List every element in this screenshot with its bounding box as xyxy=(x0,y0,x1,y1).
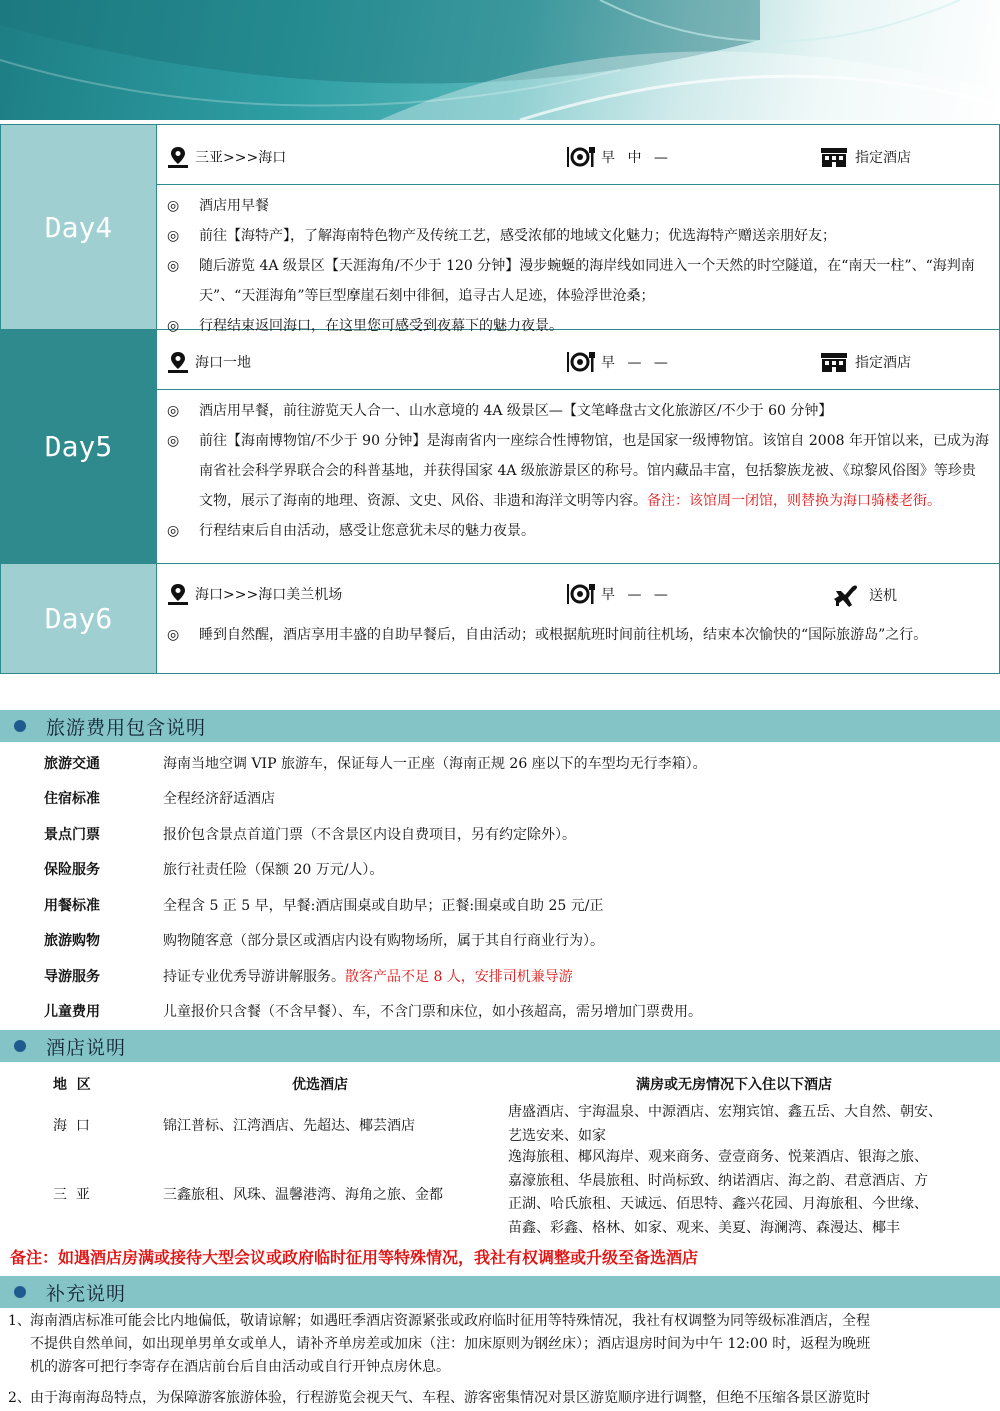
hotel-backup-line: 唐盛酒店、宇海温泉、中源酒店、宏翔宾馆、鑫五岳、大自然、朝安、 xyxy=(508,1104,942,1120)
text-segment: 行程结束后自由活动，感受让您意犹未尽的魅力夜景。 xyxy=(199,523,535,539)
location-pin-icon xyxy=(167,582,189,606)
bullet-marker: ◎ xyxy=(167,403,180,419)
hotel-icon xyxy=(819,350,849,374)
highlight-text: 【天涯海角/不少于 120 分钟】 xyxy=(324,258,520,274)
supplement-line: 机的游客可把行李寄存在酒店前台后自由活动或自行开钟点房休息。 xyxy=(30,1359,450,1375)
hotel-preferred: 三鑫旅租、风珠、温馨港湾、海角之旅、金都 xyxy=(163,1187,443,1203)
activity-text xyxy=(199,251,989,311)
bullet-marker: ◎ xyxy=(167,228,180,244)
bullet-marker: ◎ xyxy=(167,258,180,274)
day-header xyxy=(157,330,999,390)
day-row xyxy=(1,125,999,334)
meal-info xyxy=(565,582,672,606)
item-number: 2、 xyxy=(8,1390,31,1406)
decorative-swoosh xyxy=(0,0,1000,120)
day-activities xyxy=(167,191,989,341)
fee-row xyxy=(0,781,1000,816)
fee-value xyxy=(163,859,383,879)
fee-value xyxy=(163,966,573,986)
fee-row xyxy=(0,887,1000,922)
supplement-line: 不提供自然单间，如出现单男单女或单人，请补齐单房差或加床（注：加床原则为钢丝床）；酒店退房时间为中午 12:00 时，返程为晚班 xyxy=(30,1336,871,1352)
text-segment: 前往 xyxy=(199,228,227,244)
activity-text xyxy=(199,426,989,516)
fee-row xyxy=(0,745,1000,780)
fee-value xyxy=(163,788,275,808)
day-label: Day6 xyxy=(1,564,156,673)
activity-line xyxy=(167,221,989,251)
hotel-preferred: 锦江普标、江湾酒店、先超达、椰芸酒店 xyxy=(163,1118,415,1134)
fee-value xyxy=(163,824,576,844)
supplement-item xyxy=(8,1387,993,1410)
fee-label: 用餐标准 xyxy=(44,897,100,914)
location-pin-icon xyxy=(167,145,189,169)
itinerary-table xyxy=(0,124,1000,674)
note-text: 备注：该馆周一闭馆，则替换为海口骑楼老街。 xyxy=(647,493,941,509)
activity-text xyxy=(199,221,989,251)
hotel-icon xyxy=(819,145,849,169)
hotel-backup xyxy=(508,1101,993,1148)
activity-text xyxy=(199,620,989,650)
route-text: 海口一地 xyxy=(195,355,251,371)
text-segment: 海南当地空调 VIP 旅游车，保证每人一正座（海南正规 26 座以下的车型均无行李箱）。 xyxy=(163,755,707,772)
section-header-supplement xyxy=(0,1276,1000,1308)
bullet-marker: ◎ xyxy=(167,627,180,643)
section-header-fees xyxy=(0,710,1000,742)
stay-info xyxy=(819,350,911,374)
fee-value xyxy=(163,930,604,950)
meal-info xyxy=(565,145,672,169)
supplement-item xyxy=(8,1310,993,1379)
highlight-text: 【海特产】 xyxy=(227,228,290,244)
hotel-area: 三 亚 xyxy=(53,1187,90,1203)
activity-text xyxy=(199,191,989,221)
section-header-hotels xyxy=(0,1030,1000,1062)
activity-text xyxy=(199,516,989,546)
bullet-marker: ◎ xyxy=(167,318,180,334)
route-text: 海口>>>海口美兰机场 xyxy=(195,587,343,603)
hotel-backup-line: 正湖、哈氏旅租、天诚远、佰思特、鑫兴花园、月海旅租、今世缘、 xyxy=(508,1196,928,1212)
hotel-area: 海 口 xyxy=(53,1118,90,1134)
bullet-marker: ◎ xyxy=(167,198,180,214)
text-segment: 前往 xyxy=(199,433,227,449)
bullet-dot xyxy=(14,720,26,732)
supplement-line: 由于海南海岛特点，为保障游客旅游体验，行程游览会视天气、车程、游客密集情况对景区游览顺序进行调整，但绝不压缩各景区游览时 xyxy=(30,1390,870,1406)
route-info xyxy=(167,582,342,606)
fee-label: 导游服务 xyxy=(44,968,100,985)
route-info xyxy=(167,145,286,169)
dining-icon xyxy=(565,582,595,606)
text-segment: 持证专业优秀导游讲解服务。 xyxy=(163,968,345,985)
column-header: 地 区 xyxy=(53,1077,91,1093)
bullet-dot xyxy=(14,1040,26,1052)
location-pin-icon xyxy=(167,350,189,374)
meal-text: 早 — — xyxy=(601,587,672,603)
supplement-line: 海南酒店标准可能会比内地偏低，敬请谅解；如遇旺季酒店资源紧张或政府临时征用等特殊情况，我社有权调整为同等级标准酒店，全程 xyxy=(30,1313,870,1329)
activity-line xyxy=(167,396,989,426)
text-segment: ，了解海南特色物产及传统工艺，感受浓郁的地域文化魅力；优选海特产赠送亲朋好友； xyxy=(290,228,836,244)
day-row xyxy=(1,564,999,673)
hotel-backup-line: 嘉濠旅租、华晨旅租、时尚标致、纳诺酒店、海之韵、君意酒店、方 xyxy=(508,1172,928,1189)
fee-row xyxy=(0,923,1000,958)
fee-label: 住宿标准 xyxy=(44,791,100,807)
section-title: 补充说明 xyxy=(46,1282,127,1305)
text-segment: 是海南省内一座综合性博物馆，也是国家一级博物馆。该馆自 2008 年开馆以来，已成为海南省社会科学界联合会的科普基地，并获得国家 4A 级旅游景区的称号。馆内藏品丰富，包括黎族龙被、《琼黎风俗图》等珍贵文物，展示了海南的地理、资源、文史、风俗、非遗和海洋文明等内容。 xyxy=(199,433,989,509)
header-banner xyxy=(0,0,1000,120)
day-activities xyxy=(167,620,989,650)
fee-label: 景点门票 xyxy=(44,826,100,843)
activity-line xyxy=(167,251,989,311)
activity-text xyxy=(199,396,989,426)
column-header: 优选酒店 xyxy=(292,1077,348,1093)
meal-text: 早 — — xyxy=(601,355,672,371)
text-segment: 儿童报价只含餐（不含早餐）、车，不含门票和床位，如小孩超高，需另增加门票费用。 xyxy=(163,1004,702,1020)
stay-text: 指定酒店 xyxy=(855,355,911,371)
day-header xyxy=(157,564,999,619)
meal-text: 早 中 — xyxy=(601,150,672,166)
item-number: 1、 xyxy=(8,1313,31,1329)
text-segment: 全程含 5 正 5 早，早餐:酒店围桌或自助早；正餐:围桌或自助 25 元/正 xyxy=(163,897,604,914)
day-activities xyxy=(167,396,989,546)
bullet-marker: ◎ xyxy=(167,433,180,449)
dining-icon xyxy=(565,350,595,374)
activity-line xyxy=(167,516,989,546)
dining-icon xyxy=(565,145,595,169)
meal-info xyxy=(565,350,672,374)
highlight-text: 【海南博物馆/不少于 90 分钟】 xyxy=(227,433,427,449)
fee-label: 保险服务 xyxy=(44,862,100,878)
text-segment: 漫步蜿蜒的海岸线如同进入一个天然的时空隧道，在“南天一柱”、“海判南天”、“天涯海角”等巨型摩崖石刻中徘徊，追寻古人足迹，体验浮世沧桑； xyxy=(199,258,975,304)
day-body xyxy=(156,564,999,673)
stay-text: 指定酒店 xyxy=(855,150,911,166)
hotel-backup-line: 苗鑫、彩鑫、格林、如家、观来、美夏、海澜湾、森漫达、椰丰 xyxy=(508,1219,900,1236)
bullet-marker: ◎ xyxy=(167,523,180,539)
highlight-text: 【文笔峰盘古文化旅游区/不少于 60 分钟】 xyxy=(562,403,833,419)
note-text: 散客产品不足 8 人，安排司机兼导游 xyxy=(345,968,573,985)
fee-row xyxy=(0,852,1000,887)
fee-label: 旅游购物 xyxy=(44,933,100,949)
fee-value xyxy=(163,753,707,773)
fee-label: 儿童费用 xyxy=(44,1004,100,1020)
day-label: Day4 xyxy=(1,125,156,329)
stay-info xyxy=(833,582,897,608)
fee-label: 旅游交通 xyxy=(44,755,100,772)
text-segment: 报价包含景点首道门票（不含景区内设自费项目，另有约定除外）。 xyxy=(163,826,576,843)
text-segment: 行程结束返回海口，在这里您可感受到夜幕下的魅力夜景。 xyxy=(199,318,563,334)
section-title: 旅游费用包含说明 xyxy=(46,716,207,739)
hotel-backup-line: 逸海旅租、椰风海岸、观来商务、壹壹商务、悦莱酒店、银海之旅、 xyxy=(508,1149,928,1165)
text-segment: 全程经济舒适酒店 xyxy=(163,791,275,807)
stay-info xyxy=(819,145,911,169)
day-body xyxy=(156,125,999,334)
day-label: Day5 xyxy=(1,330,156,563)
day-body xyxy=(156,330,999,563)
activity-line xyxy=(167,191,989,221)
activity-line xyxy=(167,426,989,516)
day-header xyxy=(157,125,999,185)
text-segment: 旅行社责任险（保额 20 万元/人）。 xyxy=(163,862,384,878)
text-segment: 睡到自然醒，酒店享用丰盛的自助早餐后，自由活动；或根据航班时间前往机场，结束本次愉快的“国际旅游岛”之行。 xyxy=(199,627,928,643)
day-row xyxy=(1,330,999,564)
text-segment: 酒店用早餐 xyxy=(199,198,269,214)
text-segment: 酒店用早餐，前往游览天人合一、山水意境的 4A 级景区— xyxy=(199,403,563,419)
route-text: 三亚>>>海口 xyxy=(195,150,287,166)
section-title: 酒店说明 xyxy=(46,1036,127,1059)
airplane-icon xyxy=(833,582,863,608)
hotel-remark: 备注：如遇酒店房满或接待大型会议或政府临时征用等特殊情况，我社有权调整或升级至备选酒店 xyxy=(10,1248,699,1267)
hotel-backup-line: 艺选安来、如家 xyxy=(508,1127,606,1144)
text-segment: 购物随客意（部分景区或酒店内设有购物场所，属于其自行商业行为）。 xyxy=(163,933,604,949)
stay-text: 送机 xyxy=(869,588,897,604)
column-header: 满房或无房情况下入住以下酒店 xyxy=(636,1077,832,1093)
fee-row xyxy=(0,958,1000,993)
fee-row xyxy=(0,816,1000,851)
activity-line xyxy=(167,620,989,650)
text-segment: 随后游览 4A 级景区 xyxy=(199,258,325,274)
fee-value xyxy=(163,895,603,915)
route-info xyxy=(167,350,251,374)
hotel-backup xyxy=(508,1146,993,1240)
fee-row xyxy=(0,994,1000,1029)
fee-value xyxy=(163,1001,702,1021)
bullet-dot xyxy=(14,1286,26,1298)
